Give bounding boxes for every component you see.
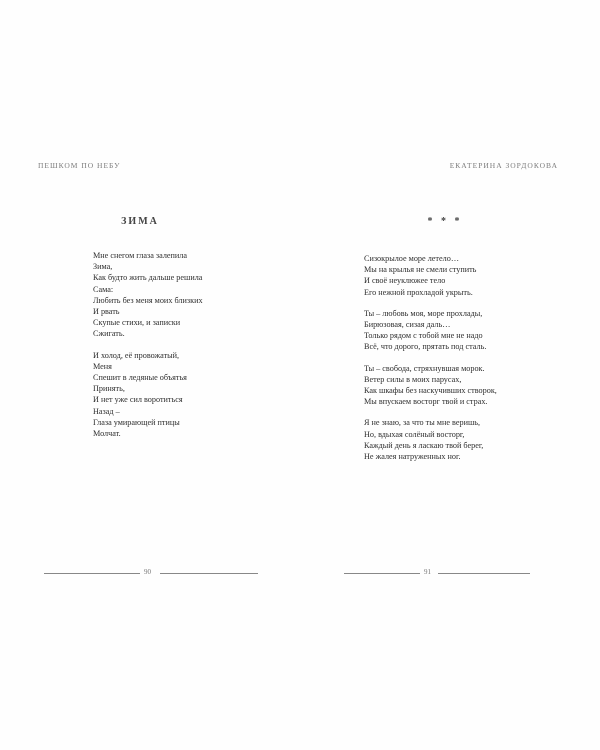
poem-line: Мы на крылья не смели ступить	[364, 265, 477, 275]
footer-rule	[160, 573, 258, 574]
poem-line: Скупые стихи, и записки	[93, 318, 181, 328]
poem-line: Сизокрылое море летело…	[364, 254, 460, 263]
poem-right	[364, 253, 497, 472]
poem-line: Глаза умирающей птицы	[93, 417, 180, 427]
poem-line: Ты – свобода, стряхнувшая морок.	[364, 363, 485, 373]
footer-rule	[438, 573, 530, 574]
poem-line: Мы впускаем восторг твой и страх.	[364, 397, 488, 407]
poem-line: И своё неуклюжее тело	[364, 276, 446, 286]
poem-title-right: * * *	[427, 216, 463, 227]
poem-line: Ты – любовь моя, море прохлады,	[364, 308, 483, 318]
right-page	[300, 0, 600, 750]
poem-line: Назад –	[93, 406, 120, 416]
poem-left	[93, 250, 203, 449]
poem-line: И холод, её провожатый,	[93, 350, 180, 360]
stanza	[364, 417, 497, 462]
page-number-right: 91	[424, 568, 431, 576]
footer-rule	[344, 573, 420, 574]
page-number-left: 90	[144, 568, 151, 576]
poem-line: Мне снегом глаза залепила	[93, 251, 188, 260]
poem-line: Принять,	[93, 384, 125, 394]
poem-line: И нет уже сил воротиться	[93, 395, 183, 405]
poem-line: Как будто жить дальше решила	[93, 273, 203, 283]
stanza	[93, 350, 203, 440]
poem-line: Меня	[93, 361, 112, 371]
page-footer-left	[0, 568, 300, 578]
poem-line: Молчат.	[93, 429, 121, 439]
running-head-left: ПЕШКОМ ПО НЕБУ	[38, 161, 121, 170]
page-footer-right	[300, 568, 600, 578]
poem-line: Как шкафы без наскучивших створок,	[364, 386, 497, 396]
footer-rule	[44, 573, 140, 574]
poem-line: Спешит в ледяные объятья	[93, 373, 187, 383]
poem-line: Я не знаю, за что ты мне веришь,	[364, 418, 481, 428]
poem-line: Ветер силы в моих парусах,	[364, 374, 462, 384]
running-head-right: ЕКАТЕРИНА ЗОРДОКОВА	[449, 161, 558, 170]
poem-title-left: ЗИМА	[121, 216, 159, 227]
poem-line: Его нежной прохладой укрыть.	[364, 287, 473, 297]
poem-line: Только рядом с тобой мне не надо	[364, 331, 483, 341]
poem-line: Зима,	[93, 262, 113, 272]
poem-line: Сжигать.	[93, 329, 125, 339]
stanza	[364, 308, 497, 353]
stanza	[364, 253, 497, 298]
poem-line: Любить без меня моих близких	[93, 295, 203, 305]
poem-line: Бирюзовая, сизая даль…	[364, 320, 451, 330]
stanza	[93, 250, 203, 340]
poem-line: И рвать	[93, 307, 120, 317]
poem-line: Сама:	[93, 284, 114, 294]
poem-line: Не жалея натруженных ног.	[364, 452, 461, 462]
poem-line: Всё, что дорого, прятать под сталь.	[364, 342, 487, 352]
poem-line: Каждый день я ласкаю твой берег,	[364, 440, 484, 450]
poem-line: Но, вдыхая солёный восторг,	[364, 429, 465, 439]
stanza	[364, 363, 497, 408]
